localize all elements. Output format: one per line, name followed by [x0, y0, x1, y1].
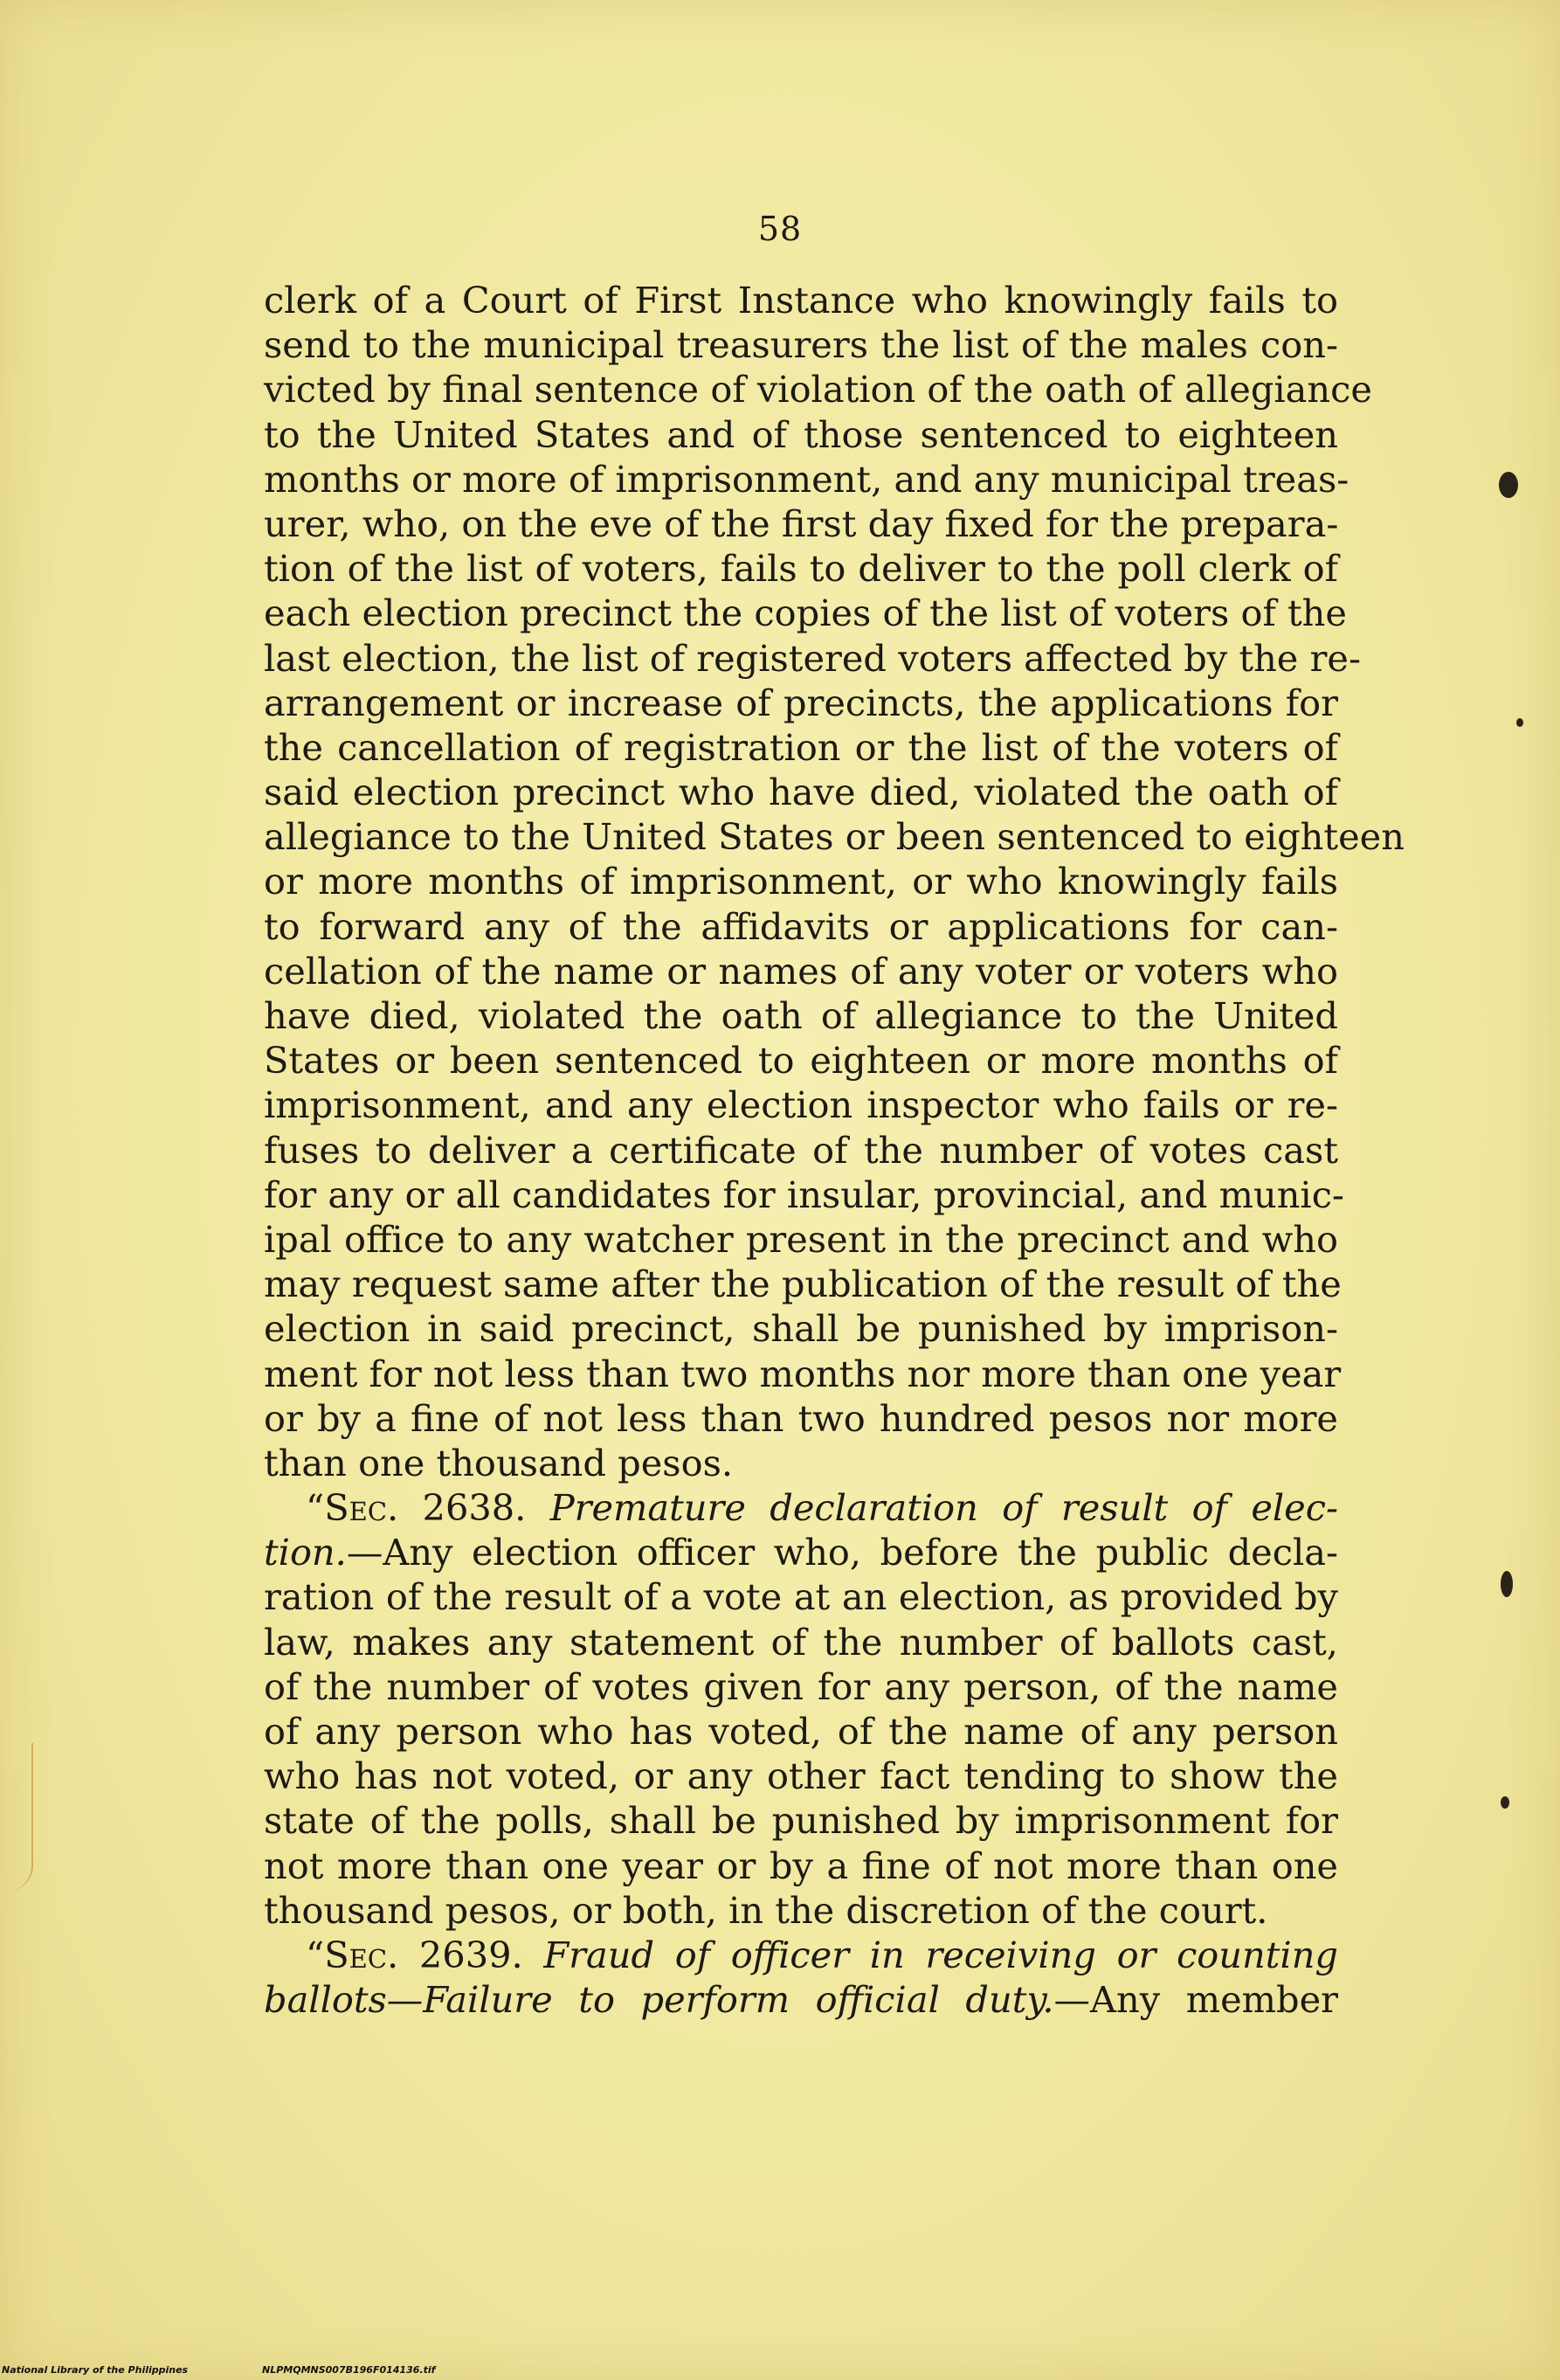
- text-line: the cancellation of registration or the list of the voters of: [264, 725, 1338, 769]
- sec-number: 2638.: [398, 1486, 550, 1530]
- text-line: to forward any of the affidavits or applications for can-: [264, 904, 1338, 948]
- binding-hole-mark: [1499, 472, 1518, 498]
- footer-library-credit: National Library of the Philippines: [2, 2364, 189, 2376]
- sec-title: Premature declaration of result of elec-: [549, 1486, 1338, 1530]
- sec-label: Sec.: [324, 1933, 399, 1976]
- sec-2638-line: law, makes any statement of the number of ballots cast,: [264, 1620, 1338, 1664]
- footer-filename: NLPMQMNS007B196F014136.tif: [262, 2364, 436, 2376]
- text-line: send to the municipal treasurers the list of the males con-: [264, 323, 1338, 367]
- sec-title-continued: ballots—Failure to perform official duty.: [264, 1978, 1054, 2022]
- sec-2638-line: not more than one year or by a fine of not more than one: [264, 1844, 1338, 1887]
- sec-2639-heading-line: [264, 1933, 1338, 1977]
- text-line: ipal office to any watcher present in the precinct and who: [264, 1217, 1338, 1261]
- sec-2638-line: state of the polls, shall be punished by imprisonment for: [264, 1799, 1338, 1843]
- text-line: victed by final sentence of violation of the oath of allegiance: [264, 368, 1372, 412]
- sec-title: Fraud of officer in receiving or counting: [543, 1933, 1338, 1976]
- sec-2638-heading-line: [264, 1485, 1338, 1530]
- sec-number: 2639.: [398, 1933, 544, 1976]
- sec-title-continued: tion.: [264, 1531, 347, 1574]
- sec-2638-line: who has not voted, or any other fact tending to show the: [264, 1754, 1338, 1798]
- text-line: election in said precinct, shall be punished by imprison-: [264, 1307, 1338, 1351]
- paper-crease: [7, 1743, 33, 1892]
- text-line: months or more of imprisonment, and any municipal treas-: [264, 457, 1349, 501]
- binding-hole-mark: [1501, 1571, 1513, 1597]
- text-line: or by a fine of not less than two hundred pesos nor more: [264, 1396, 1338, 1440]
- sec-2638-line: [264, 1530, 1338, 1574]
- body-text: [264, 278, 1405, 2022]
- text-line: said election precinct who have died, violated the oath of: [264, 771, 1338, 814]
- text-line: each election precinct the copies of the list of voters of the: [264, 592, 1347, 635]
- text-line: for any or all candidates for insular, provincial, and munic-: [264, 1173, 1344, 1216]
- sec-text: —Any member: [1053, 1978, 1338, 2022]
- sec-text: —Any election officer who, before the public decla-: [346, 1531, 1338, 1574]
- text-line: States or been sentenced to eighteen or more months of: [264, 1039, 1338, 1083]
- text-line: to the United States and of those sentenced to eighteen: [264, 412, 1338, 456]
- text-line: clerk of a Court of First Instance who knowingly fails to: [264, 279, 1338, 322]
- text-line: allegiance to the United States or been sentenced to eighteen: [264, 815, 1405, 859]
- text-line: cellation of the name or names of any voter or voters who: [264, 949, 1338, 993]
- text-line: or more months of imprisonment, or who knowingly fails: [264, 860, 1338, 903]
- text-line: last election, the list of registered voters affected by the re-: [264, 636, 1361, 680]
- text-line: have died, violated the oath of allegiance to the United: [264, 994, 1338, 1037]
- text-line: tion of the list of voters, fails to deliver to the poll clerk of: [264, 547, 1338, 591]
- text-line: imprisonment, and any election inspector who fails or re-: [264, 1083, 1338, 1127]
- text-line: ment for not less than two months nor more than one year: [264, 1352, 1342, 1395]
- sec-2638-line: of any person who has voted, of the name of any person: [264, 1710, 1338, 1753]
- quote-mark: “: [306, 1933, 325, 1976]
- sec-2638-line: ration of the result of a vote at an election, as provided by: [264, 1575, 1338, 1619]
- page-number: 58: [757, 210, 803, 248]
- text-line: urer, who, on the eve of the first day fixed for the prepara-: [264, 502, 1339, 545]
- text-line: arrangement or increase of precincts, the applications for: [264, 681, 1338, 724]
- text-line: than one thousand pesos.: [264, 1441, 734, 1484]
- speck-mark: [1516, 718, 1523, 727]
- quote-mark: “: [306, 1486, 325, 1530]
- text-line: fuses to deliver a certificate of the number of votes cast: [264, 1128, 1338, 1172]
- sec-label: Sec.: [324, 1486, 399, 1530]
- sec-2638-line: thousand pesos, or both, in the discretion of the court.: [264, 1888, 1268, 1932]
- speck-mark: [1501, 1796, 1509, 1809]
- sec-2638-line: of the number of votes given for any person, of the name: [264, 1664, 1338, 1708]
- sec-2639-line: [264, 1977, 1338, 2022]
- text-line: may request same after the publication of the result of the: [264, 1263, 1342, 1306]
